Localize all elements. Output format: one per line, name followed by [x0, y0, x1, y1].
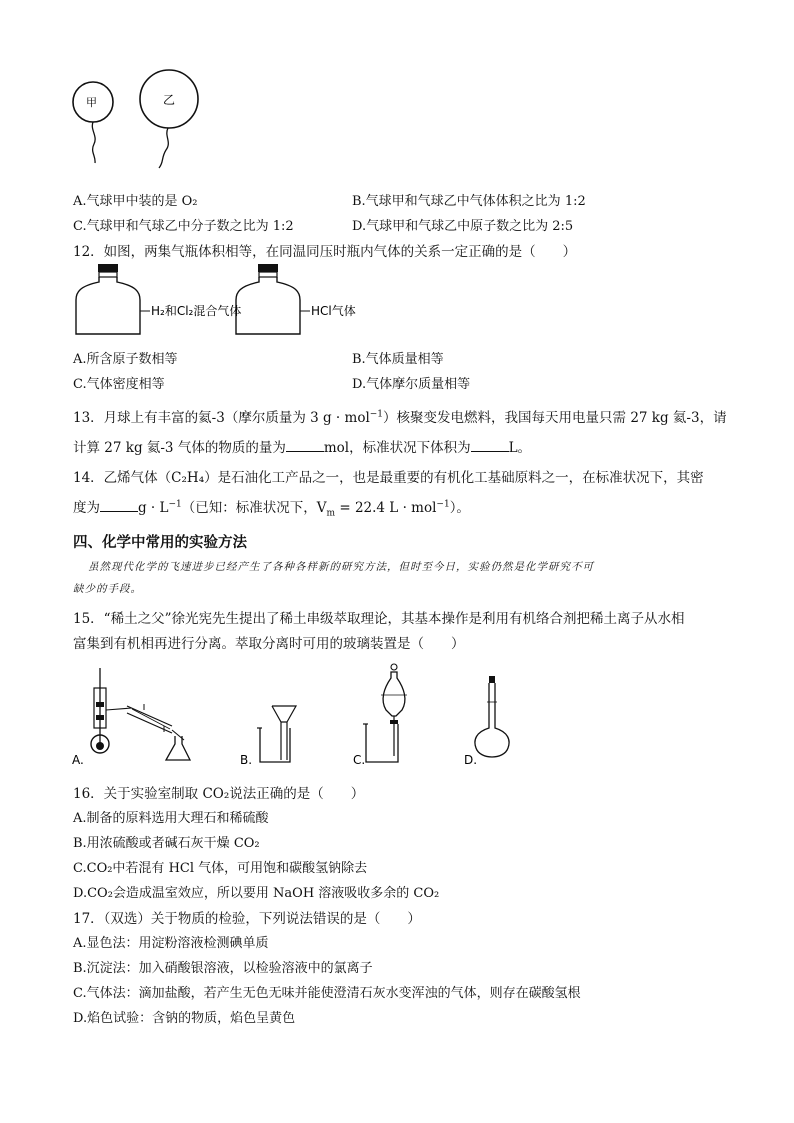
q13-sup: −1 [369, 409, 384, 420]
q12-stem: 12．如图，两集气瓶体积相等，在同温同压时瓶内气体的关系一定正确的是（ ） [73, 244, 577, 260]
q11-option-c: C.气球甲和气球乙中分子数之比为 1:2 [73, 219, 294, 234]
q14-line2-c: （已知：标准状况下，V [181, 500, 327, 516]
q12-option-d: D.气体摩尔质量相等 [352, 377, 471, 392]
q13-line1-b: ）核聚变发电燃料，我国每天用电量只需 27 kg 氦-3，请 [383, 410, 727, 426]
q13-blank-2[interactable] [471, 441, 509, 452]
q11-option-b: B.气球甲和气球乙中气体体积之比为 1:2 [352, 194, 586, 209]
section4-intro-1: 虽然现代化学的飞速进步已经产生了各种各样新的研究方法，但时至今日，实验仍然是化学研究不可 [88, 561, 594, 573]
balloon-b-label: 乙 [163, 93, 176, 107]
q17-option-a: A.显色法：用淀粉溶液检测碘单质 [73, 936, 269, 951]
separatory-funnel [363, 664, 407, 762]
q17-option-c: C.气体法：滴加盐酸，若产生无色无味并能使澄清石灰水变浑浊的气体，则存在碳酸氢根 [73, 986, 581, 1001]
q13-blank-1[interactable] [286, 441, 324, 452]
distillation-apparatus [91, 668, 190, 760]
q14-line2-d: = 22.4 L · mol [335, 500, 437, 516]
q14-line2-e: ）。 [449, 500, 470, 516]
q14-line1: 14．乙烯气体（C₂H₄）是石油化工产品之一，也是最重要的有机化工基础原料之一，在标准状况下，其密 [73, 470, 704, 486]
q13-line2 [73, 436, 531, 456]
q15-line1: 15．“稀土之父”徐光宪先生提出了稀土串级萃取理论，其基本操作是利用有机络合剂把稀土离子从水相 [73, 611, 685, 627]
q16-option-d: D.CO₂会造成温室效应，所以要用 NaOH 溶液吸收多余的 CO₂ [73, 886, 440, 901]
q16-option-a: A.制备的原料选用大理石和稀硫酸 [73, 811, 269, 826]
q17-option-d: D.焰色试验：含钠的物质，焰色呈黄色 [73, 1011, 296, 1026]
q14-sup-1: −1 [168, 499, 182, 510]
apparatus-label-a: A. [72, 753, 84, 767]
q16-option-c: C.CO₂中若混有 HCl 气体，可用饱和碳酸氢钠除去 [73, 861, 368, 876]
apparatus-label-d: D. [464, 753, 478, 767]
q14-line2-b: g · L [138, 500, 169, 516]
balloons-figure [60, 68, 260, 168]
q13-line1 [73, 406, 727, 426]
q14-line2-a: 度为 [73, 500, 100, 516]
q17-option-b: B.沉淀法：加入硝酸银溶液，以检验溶液中的氯离子 [73, 961, 373, 976]
volumetric-flask [475, 676, 509, 757]
q15-line2: 富集到有机相再进行分离。萃取分离时可用的玻璃装置是（ ） [73, 636, 465, 652]
apparatus-label-b: B. [240, 753, 253, 767]
q14-sub-m: m [326, 508, 336, 519]
apparatus-label-c: C. [353, 753, 366, 767]
q13-line1-a: 13．月球上有丰富的氦-3（摩尔质量为 3 g · mol [73, 410, 370, 426]
q11-option-d: D.气球甲和气球乙中原子数之比为 2:5 [352, 219, 574, 234]
q12-option-a: A.所含原子数相等 [73, 352, 178, 367]
q12-option-b: B.气体质量相等 [352, 352, 444, 367]
q13-line2-b: mol，标准状况下体积为 [323, 440, 471, 456]
q13-line2-a: 计算 27 kg 氦-3 气体的物质的量为 [73, 440, 286, 456]
apparatus-figure [72, 660, 532, 770]
section4-title: 四、化学中常用的实验方法 [73, 535, 247, 551]
funnel-apparatus [257, 706, 296, 762]
section4-intro-2: 缺少的手段。 [73, 583, 142, 595]
q11-option-a: A.气球甲中装的是 O₂ [73, 194, 198, 209]
q14-sup-2: −1 [436, 499, 450, 510]
balloon-a-label: 甲 [86, 96, 97, 109]
q12-option-c: C.气体密度相等 [73, 377, 165, 392]
q17-stem: 17．（双选）关于物质的检验，下列说法错误的是（ ） [73, 911, 421, 927]
bottle2-label: HCl气体 [311, 304, 356, 318]
q16-option-b: B.用浓硫酸或者碱石灰干燥 CO₂ [73, 836, 260, 851]
q13-line2-c: L。 [508, 440, 532, 456]
q14-line2 [73, 496, 470, 519]
q14-blank[interactable] [100, 501, 138, 512]
bottle1-label: H₂和Cl₂混合气体 [151, 304, 242, 318]
gas-bottles-figure [72, 262, 372, 342]
q16-stem: 16．关于实验室制取 CO₂说法正确的是（ ） [73, 786, 365, 802]
